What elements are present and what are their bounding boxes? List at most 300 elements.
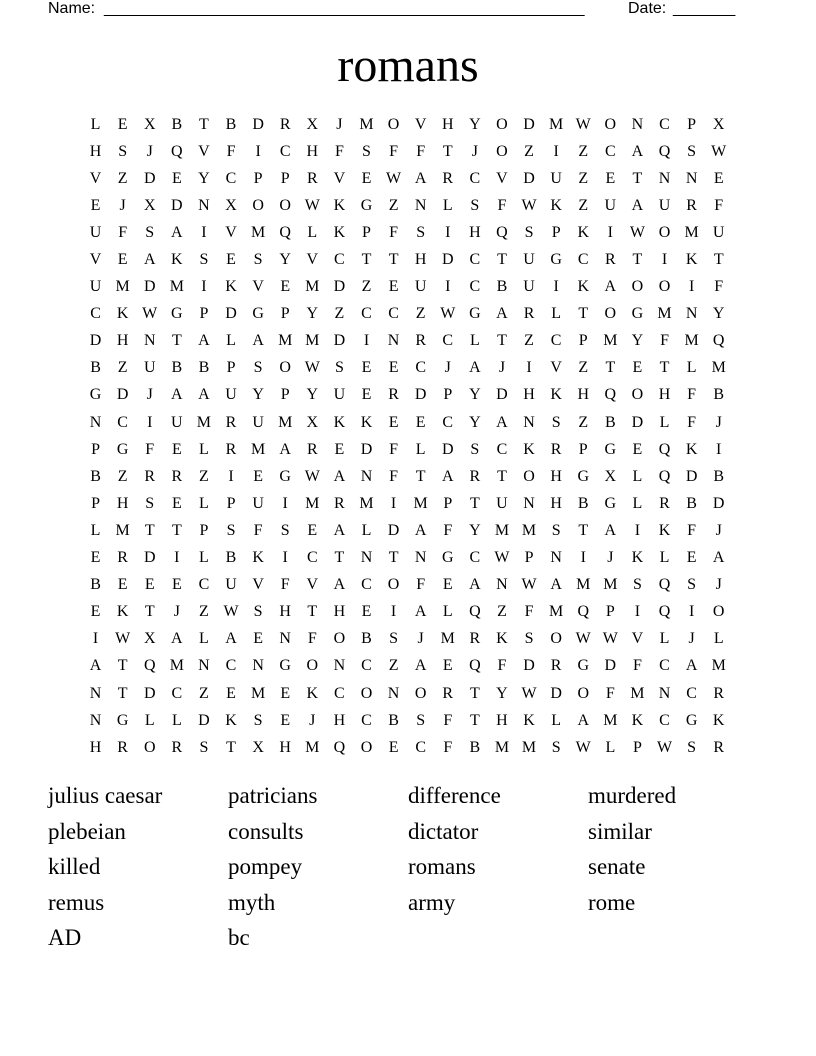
grid-cell: C (225, 169, 237, 187)
grid-cell: A (333, 467, 346, 485)
grid-cell: K (306, 684, 319, 702)
grid-cell: C (90, 305, 101, 323)
grid-cell: I (445, 223, 451, 241)
grid-cell: F (389, 440, 399, 458)
grid-cell: X (252, 738, 264, 756)
grid-cell: D (360, 440, 373, 458)
grid-cell: I (390, 494, 397, 512)
grid-cell: D (116, 386, 129, 404)
grid-cell: W (575, 115, 591, 133)
grid-cell: F (524, 603, 534, 621)
grid-cell: C (361, 576, 372, 594)
grid-cell: D (523, 115, 535, 133)
grid-cell: C (659, 115, 670, 133)
grid-cell: R (550, 440, 562, 458)
grid-cell: Q (577, 603, 590, 621)
grid-cell: E (632, 440, 643, 458)
grid-cell: S (226, 521, 236, 539)
grid-cell: Q (469, 603, 481, 621)
grid-cell: D (712, 494, 725, 512)
grid-cell: S (687, 738, 697, 756)
grid-cell: G (89, 386, 102, 404)
grid-cell: P (578, 440, 588, 458)
grid-cell: M (711, 359, 726, 377)
grid-cell: E (171, 169, 182, 187)
grid-cell: M (413, 494, 428, 512)
grid-cell: V (225, 223, 237, 241)
grid-cell: N (89, 684, 102, 702)
grid-cell: N (198, 657, 210, 675)
grid-cell: M (521, 521, 537, 539)
grid-cell: Y (279, 251, 291, 269)
grid-cell: M (169, 657, 184, 675)
grid-cell: T (632, 251, 643, 269)
grid-cell: F (687, 413, 697, 431)
grid-cell: F (389, 467, 399, 485)
grid-cell: Y (631, 332, 644, 350)
grid-cell: W (304, 359, 320, 377)
grid-cell: I (688, 278, 695, 296)
grid-cell: M (630, 684, 645, 702)
grid-cell: E (226, 251, 236, 269)
grid-cell: R (442, 684, 454, 702)
grid-cell: Y (469, 115, 481, 133)
grid-cell: Q (658, 576, 671, 594)
grid-cell: Q (171, 142, 183, 160)
grid-cell: B (198, 359, 210, 377)
grid-cell: Y (469, 413, 481, 431)
grid-cell: D (441, 251, 454, 269)
grid-cell: H (116, 332, 129, 350)
grid-cell: K (333, 223, 346, 241)
grid-cell: M (115, 278, 130, 296)
grid-cell: Z (524, 142, 534, 160)
grid-cell: O (333, 630, 346, 648)
grid-cell: J (417, 630, 424, 648)
grid-cell: P (443, 494, 453, 512)
grid-cell: F (226, 142, 236, 160)
grid-cell: I (553, 278, 559, 296)
grid-cell: A (252, 332, 264, 350)
grid-cell: K (550, 386, 562, 404)
grid-cell: J (336, 115, 343, 133)
grid-cell: L (90, 115, 101, 133)
grid-cell: A (414, 169, 427, 187)
grid-cell: D (387, 521, 400, 539)
grid-cell: N (198, 196, 210, 214)
grid-cell: R (604, 251, 616, 269)
grid-cell: L (199, 440, 209, 458)
grid-cell: L (361, 521, 372, 539)
grid-cell: G (550, 251, 562, 269)
grid-cell: N (550, 549, 562, 567)
grid-cell: C (279, 142, 291, 160)
grid-cell: M (603, 332, 618, 350)
grid-cell: F (605, 684, 615, 702)
grid-cell: E (226, 684, 236, 702)
grid-cell: W (521, 576, 537, 594)
grid-cell: O (279, 196, 291, 214)
grid-cell: F (307, 630, 317, 648)
grid-cell: W (656, 738, 673, 756)
grid-cell: D (604, 657, 617, 675)
grid-cell: I (553, 142, 559, 160)
grid-cell: X (306, 115, 319, 133)
grid-cell: F (497, 196, 507, 214)
grid-cell: P (199, 521, 209, 539)
grid-cell: C (415, 738, 426, 756)
grid-cell: Z (578, 142, 589, 160)
grid-cell: F (389, 142, 399, 160)
grid-cell: V (414, 115, 427, 133)
grid-cell: E (388, 278, 399, 296)
grid-cell: Z (524, 332, 534, 350)
grid-cell: C (469, 251, 481, 269)
grid-cell: H (658, 386, 671, 404)
grid-cell: T (226, 738, 236, 756)
grid-cell: M (359, 115, 374, 133)
grid-cell: C (469, 549, 481, 567)
grid-cell: M (521, 738, 537, 756)
grid-cell: J (607, 549, 614, 567)
grid-cell: B (469, 738, 481, 756)
grid-cell: O (604, 115, 617, 133)
grid-cell: V (306, 251, 319, 269)
grid-cell: N (658, 169, 671, 187)
grid-cell: Y (306, 305, 319, 323)
grid-cell: O (523, 467, 535, 485)
grid-cell: M (440, 630, 455, 648)
grid-cell: N (414, 549, 427, 567)
grid-cell: L (659, 630, 670, 648)
grid-cell: I (228, 467, 234, 485)
grid-cell: L (90, 521, 101, 539)
grid-cell: K (631, 549, 644, 567)
grid-cell: D (89, 332, 102, 350)
grid-cell: W (602, 630, 618, 648)
grid-cell: W (521, 196, 537, 214)
grid-cell: N (89, 413, 102, 431)
grid-cell: T (117, 684, 128, 702)
grid-cell: E (90, 196, 101, 214)
grid-cell: F (687, 521, 697, 539)
grid-cell: C (415, 359, 426, 377)
grid-cell: Z (199, 603, 209, 621)
grid-cell: C (659, 711, 670, 729)
grid-cell: E (334, 440, 345, 458)
grid-cell: N (685, 169, 698, 187)
word-list-item: rome (588, 889, 636, 915)
grid-cell: S (253, 603, 263, 621)
grid-cell: Y (306, 386, 319, 404)
grid-cell: X (225, 196, 237, 214)
grid-cell: B (171, 115, 183, 133)
name-field-line: ______________________________________________________ (104, 0, 585, 17)
grid-cell: T (659, 359, 670, 377)
grid-cell: R (171, 467, 183, 485)
grid-cell: S (470, 440, 480, 458)
grid-cell: S (416, 223, 426, 241)
grid-cell: A (89, 657, 102, 675)
word-list-item: difference (408, 783, 501, 808)
grid-cell: P (443, 386, 453, 404)
grid-cell: J (146, 386, 153, 404)
grid-cell: U (658, 196, 671, 214)
grid-cell: E (117, 115, 128, 133)
grid-cell: C (388, 305, 399, 323)
grid-cell: C (442, 413, 454, 431)
grid-cell: I (580, 549, 586, 567)
grid-cell: F (280, 576, 290, 594)
grid-cell: R (117, 549, 128, 567)
grid-cell: Y (198, 169, 210, 187)
grid-cell: Q (333, 738, 346, 756)
grid-cell: O (306, 657, 319, 675)
grid-cell: A (414, 521, 427, 539)
grid-cell: C (361, 657, 372, 675)
grid-cell: X (143, 115, 156, 133)
grid-cell: O (143, 738, 156, 756)
grid-cell: I (92, 630, 99, 648)
grid-cell: K (496, 630, 508, 648)
grid-cell: K (225, 711, 237, 729)
grid-cell: Z (117, 169, 128, 187)
word-list-item: remus (48, 889, 105, 915)
grid-cell: P (280, 169, 290, 187)
grid-cell: S (253, 711, 263, 729)
grid-cell: J (309, 711, 316, 729)
grid-cell: S (253, 251, 263, 269)
grid-cell: I (661, 251, 668, 269)
grid-cell: U (89, 278, 102, 296)
grid-cell: M (494, 521, 510, 539)
grid-cell: L (307, 223, 318, 241)
grid-cell: P (280, 305, 290, 323)
grid-cell: L (551, 711, 562, 729)
grid-cell: U (604, 196, 617, 214)
grid-cell: D (496, 386, 508, 404)
grid-cell: L (686, 359, 697, 377)
grid-cell: O (577, 684, 590, 702)
grid-cell: Z (578, 359, 589, 377)
grid-cell: C (469, 169, 481, 187)
grid-cell: R (659, 494, 670, 512)
grid-cell: D (333, 332, 346, 350)
grid-cell: Z (334, 305, 345, 323)
grid-cell: K (252, 549, 264, 567)
grid-cell: U (523, 251, 535, 269)
grid-cell: F (416, 576, 426, 594)
grid-cell: K (658, 521, 671, 539)
word-list-item: myth (228, 889, 276, 915)
grid-cell: G (604, 440, 617, 458)
grid-cell: I (282, 549, 288, 567)
grid-cell: O (360, 738, 373, 756)
grid-cell: L (226, 332, 236, 350)
grid-cell: V (252, 278, 264, 296)
grid-cell: H (279, 738, 291, 756)
grid-cell: F (334, 142, 344, 160)
grid-cell: I (363, 332, 370, 350)
grid-cell: Y (496, 684, 508, 702)
grid-cell: S (334, 359, 344, 377)
grid-cell: P (199, 305, 209, 323)
grid-cell: A (496, 305, 508, 323)
grid-cell: W (115, 630, 131, 648)
grid-cell: K (550, 196, 562, 214)
grid-cell: F (714, 196, 724, 214)
grid-cell: H (306, 142, 319, 160)
grid-cell: D (225, 305, 237, 323)
grid-cell: M (250, 684, 266, 702)
grid-cell: L (469, 332, 480, 350)
grid-cell: O (496, 142, 508, 160)
grid-cell: U (171, 413, 183, 431)
grid-cell: M (549, 115, 564, 133)
grid-cell: E (253, 467, 263, 485)
grid-cell: K (685, 251, 698, 269)
grid-cell: T (497, 251, 507, 269)
grid-cell: T (144, 521, 155, 539)
grid-cell: B (90, 576, 101, 594)
grid-cell: T (388, 549, 399, 567)
grid-cell: E (280, 711, 291, 729)
grid-cell: H (496, 711, 508, 729)
grid-cell: Q (712, 332, 725, 350)
grid-cell: V (550, 359, 562, 377)
grid-cell: J (471, 142, 478, 160)
grid-cell: S (551, 521, 561, 539)
grid-cell: X (143, 630, 156, 648)
grid-cell: F (443, 711, 453, 729)
grid-cell: A (604, 521, 617, 539)
grid-cell: Z (199, 684, 209, 702)
word-list-item: army (408, 889, 456, 915)
grid-cell: F (497, 657, 507, 675)
grid-cell: P (687, 115, 697, 133)
grid-cell: X (306, 413, 319, 431)
word-list-item: dictator (408, 818, 479, 844)
grid-cell: M (576, 576, 591, 594)
grid-cell: J (498, 359, 506, 377)
grid-cell: S (199, 738, 209, 756)
grid-cell: S (280, 521, 290, 539)
grid-cell: C (117, 413, 128, 431)
grid-cell: R (279, 115, 291, 133)
word-list-item: similar (588, 818, 652, 844)
grid-cell: N (523, 413, 535, 431)
grid-cell: W (223, 603, 239, 621)
grid-cell: O (279, 359, 291, 377)
grid-cell: S (524, 223, 534, 241)
grid-cell: W (575, 738, 591, 756)
grid-cell: V (306, 576, 319, 594)
word-list-item: patricians (228, 783, 318, 808)
grid-cell: B (713, 467, 725, 485)
grid-cell: U (712, 223, 725, 241)
grid-cell: Z (578, 169, 589, 187)
grid-cell: N (143, 332, 156, 350)
grid-cell: U (550, 169, 562, 187)
grid-cell: T (469, 711, 480, 729)
grid-cell: C (361, 305, 372, 323)
grid-cell: K (577, 223, 590, 241)
grid-cell: T (442, 142, 453, 160)
grid-cell: A (225, 630, 237, 648)
letter-grid (82, 111, 732, 761)
grid-cell: R (686, 196, 697, 214)
grid-cell: Q (658, 440, 671, 458)
grid-cell: D (685, 467, 698, 485)
grid-cell: P (362, 223, 371, 241)
grid-cell: A (712, 549, 725, 567)
grid-cell: M (711, 657, 726, 675)
grid-cell: C (361, 711, 372, 729)
grid-cell: T (415, 467, 426, 485)
grid-cell: T (144, 603, 155, 621)
grid-cell: T (199, 115, 209, 133)
grid-cell: S (389, 630, 399, 648)
grid-cell: S (145, 494, 155, 512)
grid-cell: H (89, 142, 102, 160)
grid-cell: T (307, 603, 318, 621)
grid-cell: Z (117, 359, 128, 377)
grid-cell: N (333, 657, 346, 675)
grid-cell: S (470, 196, 480, 214)
grid-cell: C (659, 657, 670, 675)
grid-cell: A (414, 603, 427, 621)
grid-cell: B (225, 115, 237, 133)
grid-cell: G (685, 711, 698, 729)
grid-cell: D (550, 684, 562, 702)
word-list (48, 780, 768, 958)
grid-cell: O (550, 630, 562, 648)
grid-cell: A (171, 223, 183, 241)
grid-cell: O (631, 278, 644, 296)
grid-cell: W (142, 305, 158, 323)
grid-cell: R (306, 169, 318, 187)
grid-cell: P (632, 738, 642, 756)
grid-cell: M (684, 332, 699, 350)
grid-cell: C (334, 684, 345, 702)
grid-cell: I (201, 223, 207, 241)
grid-cell: B (90, 467, 101, 485)
grid-cell: C (306, 549, 318, 567)
grid-cell: T (334, 549, 345, 567)
grid-cell: G (279, 657, 291, 675)
grid-cell: G (577, 657, 590, 675)
grid-cell: G (469, 305, 481, 323)
word-list-item: plebeian (48, 818, 126, 844)
grid-cell: E (605, 169, 616, 187)
grid-cell: P (226, 359, 236, 377)
grid-cell: P (226, 494, 236, 512)
grid-cell: E (442, 576, 453, 594)
grid-cell: X (712, 115, 725, 133)
grid-cell: S (416, 711, 426, 729)
grid-cell: H (523, 386, 535, 404)
grid-cell: R (469, 467, 481, 485)
grid-cell: T (171, 521, 182, 539)
grid-cell: N (387, 332, 400, 350)
grid-cell: D (198, 711, 210, 729)
grid-cell: C (171, 684, 183, 702)
grid-cell: C (686, 684, 697, 702)
grid-cell: A (414, 657, 427, 675)
grid-cell: E (171, 494, 182, 512)
grid-cell: N (360, 549, 373, 567)
grid-cell: N (414, 196, 427, 214)
